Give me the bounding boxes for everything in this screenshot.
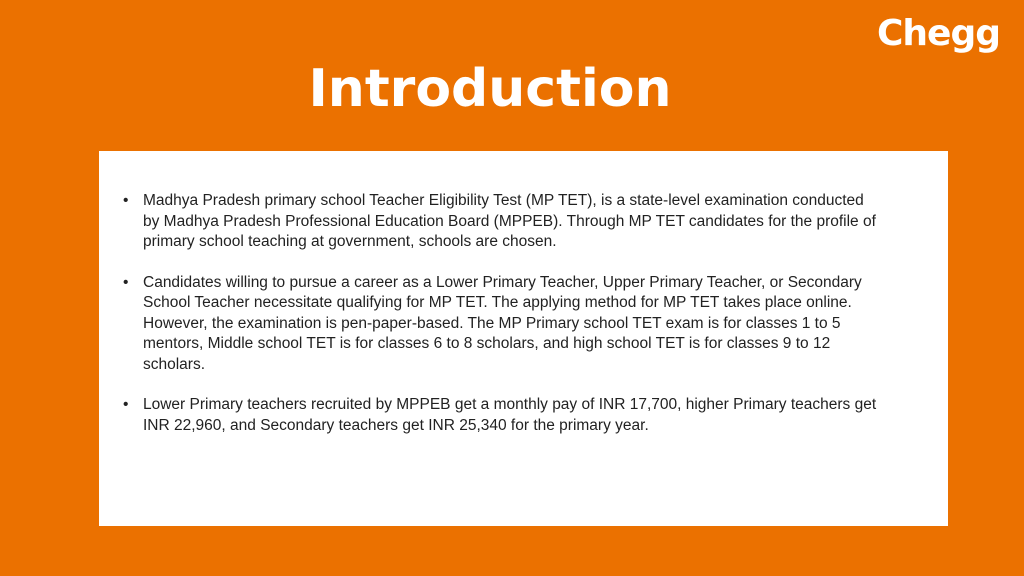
content-card xyxy=(99,151,948,526)
bullet-item xyxy=(121,191,878,253)
bullet-text: Lower Primary teachers recruited by MPPEB get a monthly pay of INR 17,700, higher Primary teachers get INR 22,960, and Secondary teachers get INR 25,340 for the primary year. xyxy=(143,396,877,434)
chegg-logo: Chegg xyxy=(876,13,1000,54)
bullet-item xyxy=(121,395,878,436)
bullet-marker: • xyxy=(123,273,129,291)
page-title: Introduction xyxy=(308,59,672,119)
bullet-text: Candidates willing to pursue a career as a Lower Primary Teacher, Upper Primary Teacher, or Secondary School Teacher necessitate qualifying for MP TET. The applying method for MP TET takes place online. However, the examination is pen-paper-based. The MP Primary school TET exam is for classes 1 to 5 mentors, Middle school TET is for classes 6 to 8 scholars, and high school TET is for classes 9 to 12 scholars. xyxy=(143,273,862,373)
bullet-item xyxy=(121,273,878,376)
bullet-text: Madhya Pradesh primary school Teacher Eligibility Test (MP TET), is a state-level examination conducted by Madhya Pradesh Professional Education Board (MPPEB). Through MP TET candidates for the profile of primary school teaching at government, schools are chosen. xyxy=(143,192,876,250)
bullet-marker: • xyxy=(123,396,129,413)
bullet-marker: • xyxy=(123,192,129,209)
bullet-list xyxy=(121,191,878,436)
